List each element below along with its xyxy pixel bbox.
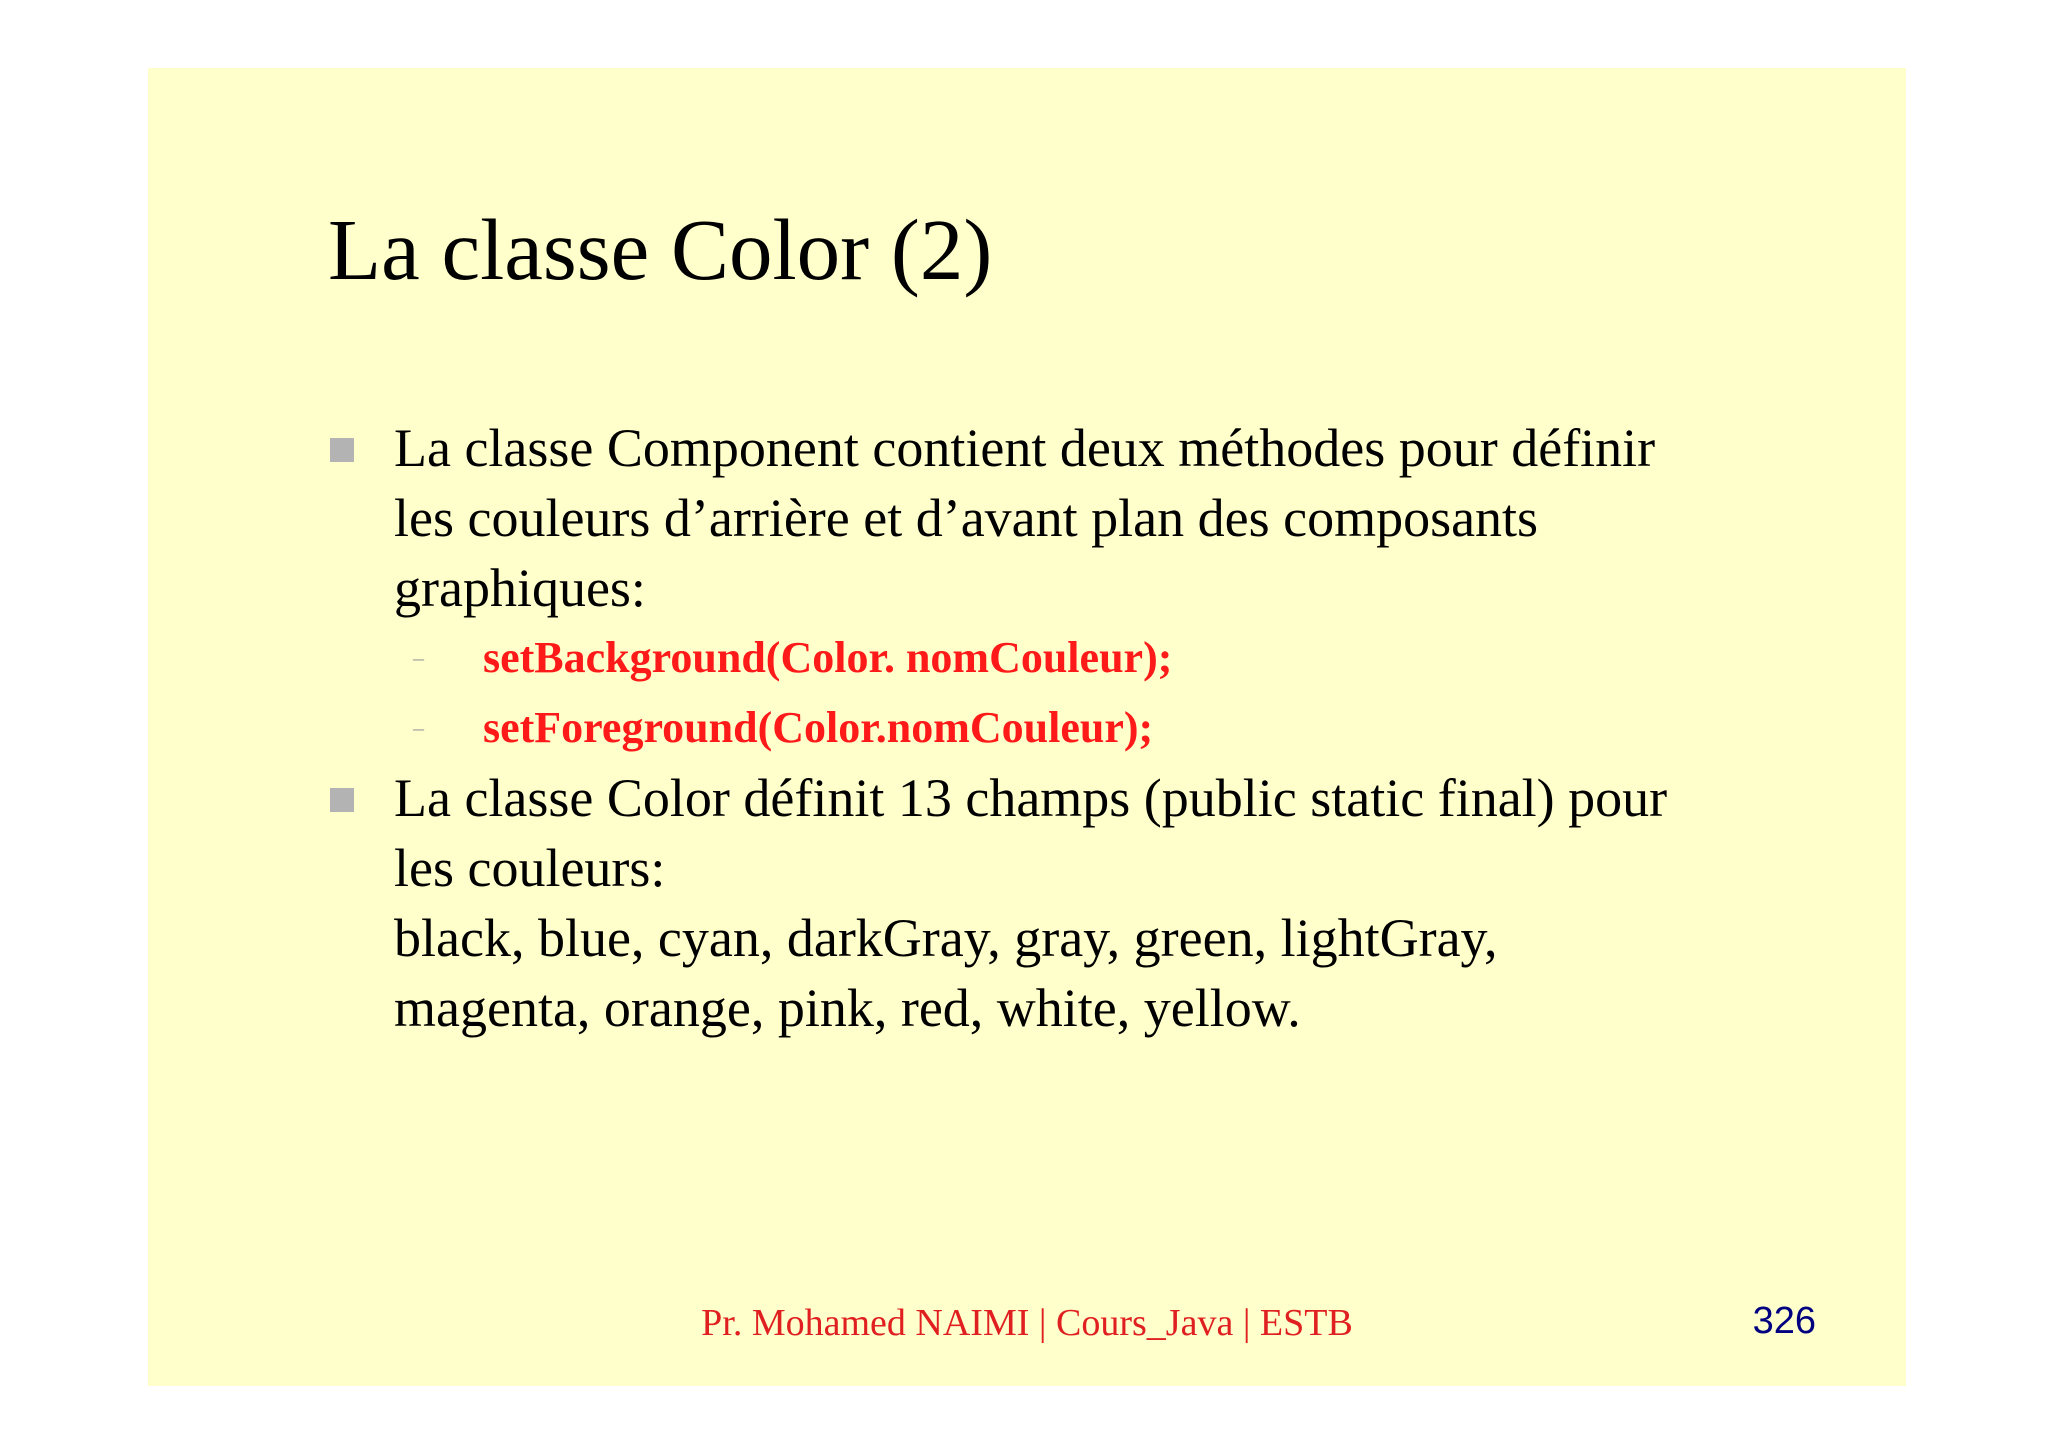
- dash-bullet-icon: –: [413, 715, 424, 740]
- code-text: setBackground(Color. nomCouleur);: [483, 633, 1173, 682]
- square-bullet-icon: [330, 788, 354, 812]
- bullet-text-line: les couleurs:: [394, 838, 666, 898]
- page-number: 326: [1752, 1300, 1816, 1342]
- bullet-text-line: les couleurs d’arrière et d’avant plan des composants: [394, 488, 1539, 548]
- bullet-text-line: La classe Component contient deux méthodes pour définir: [394, 418, 1656, 478]
- slide-content: [328, 413, 1848, 1043]
- bullet-text-line: La classe Color définit 13 champs (public static final) pour: [394, 768, 1668, 828]
- slide-footer: Pr. Mohamed NAIMI | Cours_Java | ESTB: [701, 1302, 1353, 1344]
- bullet-text-line: graphiques:: [394, 558, 646, 618]
- square-bullet-icon: [330, 438, 354, 462]
- code-text: setForeground(Color.nomCouleur);: [483, 703, 1154, 752]
- slide: [148, 68, 1906, 1386]
- dash-bullet-icon: –: [413, 645, 424, 670]
- bullet-item: [328, 413, 1848, 623]
- bullet-text-line: magenta, orange, pink, red, white, yellow.: [394, 978, 1301, 1038]
- bullet-text-line: black, blue, cyan, darkGray, gray, green, lightGray,: [394, 908, 1498, 968]
- bullet-item: [328, 763, 1848, 1043]
- code-sub-item: [328, 623, 1848, 693]
- slide-title: La classe Color (2): [328, 201, 993, 298]
- code-sub-item: [328, 693, 1848, 763]
